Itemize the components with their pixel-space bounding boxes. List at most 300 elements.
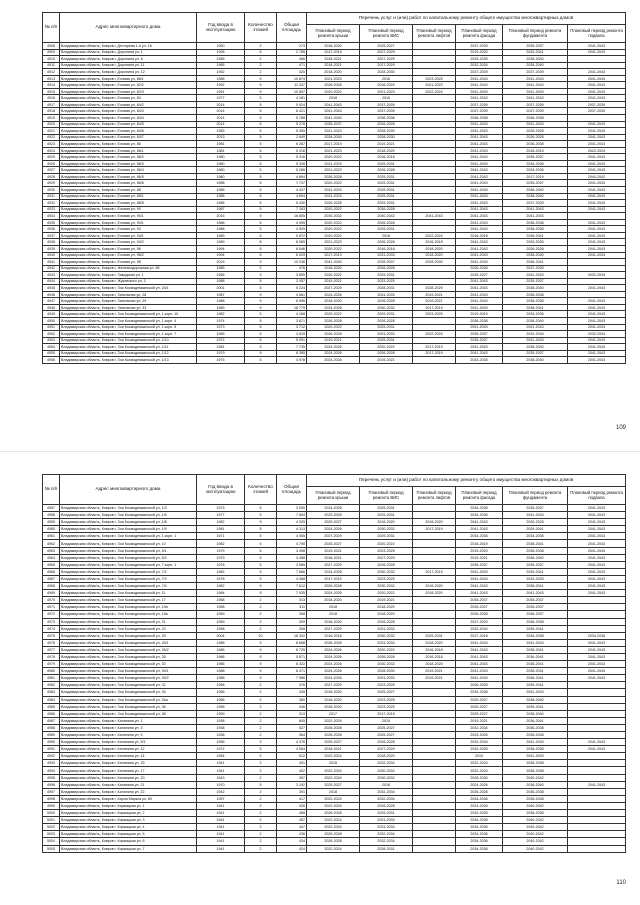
col-lift-header: Плановый период ремонта лифтов (413, 487, 456, 505)
row-year: 1959 (197, 710, 245, 717)
row-foundation-period: 2041-2043 (503, 213, 568, 220)
row-area: 313 (277, 710, 307, 717)
row-address: Владимирская область, Ковров г, Еловая ул, 84/7 (60, 134, 197, 141)
row-address: Владимирская область, Ковров г, Карла Маркса ул, 60 (60, 795, 197, 802)
row-basement-period: 2041-2043 (568, 69, 626, 76)
row-vis-period: 2020-2022 (360, 646, 413, 653)
col-year-header: Год ввода в эксплуатацию (197, 13, 245, 43)
row-num: 4978 (43, 653, 60, 660)
row-basement-period: 2041-2043 (568, 590, 626, 597)
row-facade-period: 2036-2038 (456, 115, 503, 122)
row-address: Владимирская область, Ковров г, Еловая ул, 98 (60, 259, 197, 266)
row-floors: 3 (245, 272, 277, 279)
row-basement-period: 2041-2043 (568, 561, 626, 568)
row-facade-period: 2019-2021 (456, 554, 503, 561)
row-floors: 2 (245, 824, 277, 831)
row-year: 1995 (197, 49, 245, 56)
row-floors: 9 (245, 583, 277, 590)
table-row (43, 710, 626, 717)
table-row (43, 505, 626, 512)
row-roof-period: 2022-2024 (307, 817, 360, 824)
row-address: Владимирская область, Ковров г, Зои Космодемьянской ул, 34 (60, 689, 197, 696)
row-floors: 9 (245, 646, 277, 653)
row-address: Владимирская область, Ковров г, Еловая ул, 86/4 (60, 167, 197, 174)
row-area: 4 515 (277, 331, 307, 338)
row-area: 5 872 (277, 232, 307, 239)
row-lift-period: 2017-2019 (413, 526, 456, 533)
row-address: Владимирская область, Ковров г, Зои Космодемьянской ул, 25 (60, 632, 197, 639)
row-address: Владимирская область, Ковров г, Еловая ул, 84/3 (60, 108, 197, 115)
row-area: 5 266 (277, 167, 307, 174)
row-vis-period: 2028-2030 (360, 668, 413, 675)
row-facade-period: 2041-2043 (456, 95, 503, 102)
row-vis-period: 2026-2028 (360, 121, 413, 128)
row-basement-period (568, 732, 626, 739)
row-foundation-period: 2033-2035 (503, 239, 568, 246)
row-lift-period: 2022-2024 (413, 232, 456, 239)
row-year: 1972 (197, 337, 245, 344)
table-row (43, 604, 626, 611)
row-basement-period: 2041-2043 (568, 167, 626, 174)
table-row (43, 739, 626, 746)
row-year: 1986 (197, 219, 245, 226)
row-year: 1979 (197, 554, 245, 561)
row-lift-period (413, 817, 456, 824)
row-foundation-period: 2038-2041 (503, 668, 568, 675)
table-row (43, 590, 626, 597)
row-roof-period: 2017-2019 (307, 49, 360, 56)
row-num: 4915 (43, 88, 60, 95)
row-roof-period: 2024-2026 (307, 357, 360, 364)
row-vis-period: 2030-2032 (360, 304, 413, 311)
row-foundation-period: 2036-2041 (503, 653, 568, 660)
row-year: 1954 (197, 753, 245, 760)
row-roof-period: 2022-2024 (307, 845, 360, 852)
row-foundation-period: 2039-2041 (503, 568, 568, 575)
row-year: 1958 (197, 597, 245, 604)
row-facade-period: 2034-2036 (456, 795, 503, 802)
row-address: Владимирская область, Ковров г, Зои Космодемьянской ул, 28 (60, 653, 197, 660)
row-num: 4945 (43, 285, 60, 292)
row-vis-period: 2029-2031 (360, 505, 413, 512)
row-floors: 9 (245, 88, 277, 95)
row-basement-period (568, 838, 626, 845)
row-basement-period (568, 845, 626, 852)
row-foundation-period: 2034-2036 (503, 167, 568, 174)
row-roof-period: 2018-2020 (307, 696, 360, 703)
row-facade-period: 2025-2027 (456, 703, 503, 710)
row-area: 7 935 (277, 590, 307, 597)
row-roof-period: 2019-2021 (307, 547, 360, 554)
row-address: Владимирская область, Ковров г, Еловая ул, 82/2 (60, 82, 197, 89)
row-roof-period: 2020-2022 (307, 180, 360, 187)
row-address: Владимирская область, Ковров г, Зои Космодемьянской ул, 30 (60, 661, 197, 668)
row-facade-period: 2034-2036 (456, 505, 503, 512)
row-foundation-period: 2037-2039 (503, 200, 568, 207)
table-row (43, 795, 626, 802)
row-area: 5 365 (277, 128, 307, 135)
row-lift-period (413, 597, 456, 604)
row-facade-period: 2041-2043 (456, 173, 503, 180)
row-area: 476 (277, 265, 307, 272)
row-roof-period: 2024-2026 (307, 668, 360, 675)
row-facade-period: 2027-2029 (456, 618, 503, 625)
row-year: 1987 (197, 206, 245, 213)
row-foundation-period: 2034-2038 (503, 632, 568, 639)
row-address: Владимирская область, Ковров г, Железнодорожная ул, 56 (60, 265, 197, 272)
row-basement-period: 2032-2034 (568, 331, 626, 338)
row-foundation-period: 2041-2043 (503, 121, 568, 128)
row-foundation-period: 2017-2019 (503, 173, 568, 180)
row-num: 4947 (43, 298, 60, 305)
row-address: Владимирская область, Ковров г, Калинина ул, 15 (60, 760, 197, 767)
row-basement-period (568, 774, 626, 781)
row-basement-period: 2041-2043 (568, 324, 626, 331)
row-foundation-period: 2036-2041 (503, 259, 568, 266)
register-table (42, 12, 626, 364)
page-number: 110 (616, 880, 626, 886)
row-num: 4993 (43, 760, 60, 767)
row-address: Владимирская область, Ковров г, Зои Космодемьянской ул, 1/13 (60, 357, 197, 364)
row-basement-period (568, 753, 626, 760)
row-area: 18 302 (277, 632, 307, 639)
row-basement-period: 2040-2042 (568, 173, 626, 180)
row-roof-period: 2026-2028 (307, 639, 360, 646)
row-facade-period: 2032-2034 (456, 724, 503, 731)
row-foundation-period: 2034-2036 (503, 311, 568, 318)
row-vis-period: 2018-2020 (360, 519, 413, 526)
row-floors: 5 (245, 331, 277, 338)
row-vis-period: 2023-2025 (360, 703, 413, 710)
row-facade-period: 2016-2018 (456, 232, 503, 239)
row-facade-period: 2041-2043 (456, 675, 503, 682)
table-row (43, 675, 626, 682)
row-area: 11 347 (277, 82, 307, 89)
row-address: Владимирская область, Ковров г, Зои Космодемьянской ул, 1/12 (60, 350, 197, 357)
row-roof-period: 2024-2026 (307, 653, 360, 660)
row-year: 1941 (197, 767, 245, 774)
row-year: 1956 (197, 696, 245, 703)
table-body (43, 43, 626, 364)
row-facade-period: 2041-2043 (456, 583, 503, 590)
row-foundation-period: 2036-2041 (503, 675, 568, 682)
row-facade-period: 2041-2043 (456, 82, 503, 89)
table-row (43, 554, 626, 561)
row-num: 4961 (43, 533, 60, 540)
row-basement-period: 2041-2043 (568, 128, 626, 135)
row-facade-period: 2041-2043 (456, 147, 503, 154)
row-vis-period: 2029-2031 (360, 180, 413, 187)
row-vis-period: 2023-2025 (360, 575, 413, 582)
row-foundation-period: 2035-2037 (503, 154, 568, 161)
row-basement-period: 2041-2043 (568, 141, 626, 148)
row-basement-period: 2041-2043 (568, 583, 626, 590)
row-basement-period (568, 767, 626, 774)
row-lift-period: 2017-2019 (413, 344, 456, 351)
row-address: Владимирская область, Ковров г, Еловая ул, 94 (60, 226, 197, 233)
row-year: 2014 (197, 121, 245, 128)
col-roof-header: Плановый период ремонта крыши (307, 487, 360, 505)
row-roof-period: 2018-2020 (307, 265, 360, 272)
row-num: 4926 (43, 160, 60, 167)
row-year: 1992 (197, 82, 245, 89)
row-roof-period: 2018-2020 (307, 703, 360, 710)
row-lift-period: 2019-2021 (413, 298, 456, 305)
row-facade-period: 2041-2043 (456, 350, 503, 357)
row-num: 5005 (43, 845, 60, 852)
row-basement-period: 2041-2043 (568, 219, 626, 226)
row-floors: 5 (245, 533, 277, 540)
row-facade-period: 2026-2028 (456, 788, 503, 795)
row-foundation-period: 2038-2040 (503, 357, 568, 364)
row-roof-period: 2024-2026 (307, 661, 360, 668)
row-roof-period: 2018 (307, 788, 360, 795)
row-area: 4 313 (277, 526, 307, 533)
table-row (43, 788, 626, 795)
row-vis-period: 2026-2028 (360, 350, 413, 357)
table-row (43, 746, 626, 753)
row-foundation-period: 2038-2040 (503, 781, 568, 788)
row-roof-period: 2021-2023 (307, 193, 360, 200)
row-basement-period: 2041-2043 (568, 350, 626, 357)
row-num: 4951 (43, 324, 60, 331)
row-num: 4991 (43, 746, 60, 753)
row-address: Владимирская область, Ковров г, Зои Космодемьянской ул, 26/2 (60, 646, 197, 653)
row-foundation-period: 2038-2040 (503, 193, 568, 200)
table-row (43, 575, 626, 582)
row-facade-period: 2041-2043 (456, 259, 503, 266)
row-basement-period (568, 618, 626, 625)
row-basement-period: 2037-2039 (568, 108, 626, 115)
table-row (43, 838, 626, 845)
row-floors: 5 (245, 226, 277, 233)
row-area: 5 430 (277, 200, 307, 207)
row-floors: 5 (245, 526, 277, 533)
row-basement-period: 2041-2043 (568, 245, 626, 252)
row-address: Владимирская область, Ковров г, Киржацкая ул, 2 (60, 810, 197, 817)
row-num: 5004 (43, 838, 60, 845)
row-floors: 2 (245, 795, 277, 802)
row-year: 1957 (197, 795, 245, 802)
row-vis-period: 2017-2019 (360, 710, 413, 717)
table-row (43, 682, 626, 689)
row-area: 346 (277, 703, 307, 710)
row-num: 4940 (43, 252, 60, 259)
row-foundation-period: 2041-2043 (503, 75, 568, 82)
row-address: Владимирская область, Ковров г, Зои Космодемьянской ул, 1/6 (60, 512, 197, 519)
row-area: 8 725 (277, 646, 307, 653)
row-facade-period: 2041-2043 (456, 154, 503, 161)
row-vis-period: 2026-2028 (360, 739, 413, 746)
row-floors: 9 (245, 75, 277, 82)
row-foundation-period: 2036-2038 (503, 760, 568, 767)
row-lift-period (413, 533, 456, 540)
row-address: Владимирская область, Ковров г, Еловая ул, 88/1 (60, 193, 197, 200)
row-floors: 2 (245, 696, 277, 703)
row-floors: 5 (245, 121, 277, 128)
row-basement-period: 2041-2043 (568, 554, 626, 561)
row-floors: 5 (245, 95, 277, 102)
table-row (43, 696, 626, 703)
row-facade-period: 2033-2035 (456, 357, 503, 364)
col-foundation-header: Плановый период ремонта фундамента (503, 487, 568, 505)
row-address: Владимирская область, Ковров г, Зои Космодемьянской ул, 19а (60, 604, 197, 611)
row-num: 4989 (43, 732, 60, 739)
row-floors: 9 (245, 653, 277, 660)
row-num: 4969 (43, 590, 60, 597)
row-address: Владимирская область, Ковров г, Киржацкая ул, 5 (60, 831, 197, 838)
row-area: 4 561 (277, 291, 307, 298)
row-basement-period: 2041-2043 (568, 252, 626, 259)
row-address: Владимирская область, Ковров г, Калинина ул, 5 (60, 732, 197, 739)
row-floors: 2 (245, 810, 277, 817)
row-vis-period: 2029-2031 (360, 187, 413, 194)
row-vis-period: 2020-2022 (360, 590, 413, 597)
row-floors: 9 (245, 568, 277, 575)
row-floors: 5 (245, 781, 277, 788)
row-roof-period: 2020-2022 (307, 219, 360, 226)
row-foundation-period: 2041-2043 (503, 337, 568, 344)
row-basement-period: 2041-2043 (568, 180, 626, 187)
row-basement-period (568, 810, 626, 817)
row-foundation-period: 2039-2041 (503, 682, 568, 689)
row-lift-period (413, 618, 456, 625)
row-address: Владимирская область, Ковров г, Еловая ул, 86/1 (60, 75, 197, 82)
row-basement-period: 2041-2043 (568, 547, 626, 554)
row-vis-period: 2016 (360, 75, 413, 82)
row-lift-period: 2041-2043 (413, 213, 456, 220)
row-vis-period: 2029-2031 (360, 311, 413, 318)
row-roof-period: 2025-2027 (307, 519, 360, 526)
row-year: 1976 (197, 575, 245, 582)
row-foundation-period: 2035-2037 (503, 278, 568, 285)
row-basement-period: 2041-2043 (568, 75, 626, 82)
row-vis-period: 2020-2022 (360, 540, 413, 547)
row-lift-period (413, 781, 456, 788)
row-num: 4962 (43, 540, 60, 547)
row-area: 376 (277, 682, 307, 689)
row-foundation-period: 2036-2038 (503, 226, 568, 233)
row-foundation-period: 2038-2041 (503, 304, 568, 311)
row-area: 311 (277, 604, 307, 611)
row-vis-period: 2018 (360, 232, 413, 239)
row-num: 4968 (43, 583, 60, 590)
row-facade-period: 2041-2043 (456, 646, 503, 653)
row-floors: 5 (245, 141, 277, 148)
row-foundation-period: 2033-2041 (503, 49, 568, 56)
row-basement-period: 2041-2043 (568, 206, 626, 213)
row-basement-period (568, 831, 626, 838)
table-row (43, 717, 626, 724)
row-lift-period (413, 774, 456, 781)
row-address: Владимирская область, Ковров г, Еловая ул, 86/6 (60, 180, 197, 187)
row-roof-period: 2027-2029 (307, 285, 360, 292)
row-lift-period: 2017-2019 (413, 350, 456, 357)
row-roof-period: 2020-2022 (307, 272, 360, 279)
col-address-header: Адрес многоквартирного дома (60, 13, 197, 43)
row-area: 10 897 (277, 88, 307, 95)
table-row (43, 767, 626, 774)
row-floors: 2 (245, 774, 277, 781)
row-facade-period: 2019-2020 (456, 49, 503, 56)
row-roof-period: 2030-2032 (307, 213, 360, 220)
row-year: 1956 (197, 689, 245, 696)
row-area: 5 788 (277, 115, 307, 122)
row-facade-period: 2041-2043 (456, 213, 503, 220)
row-area: 5 224 (277, 285, 307, 292)
row-area: 4 181 (277, 95, 307, 102)
row-facade-period: 2025-2027 (456, 696, 503, 703)
row-area: 360 (277, 696, 307, 703)
row-year: 2015 (197, 259, 245, 266)
row-year: 1973 (197, 324, 245, 331)
row-floors: 2 (245, 689, 277, 696)
table-row (43, 774, 626, 781)
row-year: 1938 (197, 717, 245, 724)
row-vis-period: 2030-2032 (360, 632, 413, 639)
row-address: Владимирская область, Ковров г, Зои Космодемьянской ул, 1/10 (60, 337, 197, 344)
row-roof-period: 2026-2028 (307, 317, 360, 324)
row-area: 3 457 (277, 278, 307, 285)
row-basement-period: 2041-2043 (568, 200, 626, 207)
row-basement-period: 2041-2043 (568, 88, 626, 95)
row-roof-period: 2041-2043 (307, 115, 360, 122)
row-address: Владимирская область, Ковров г, Зои Космодемьянской ул, 21 (60, 618, 197, 625)
row-floors: 5 (245, 554, 277, 561)
row-facade-period: 2041-2043 (456, 519, 503, 526)
row-address: Владимирская область, Ковров г, Зои Космодемьянской ул, 36 (60, 703, 197, 710)
row-year: 1543 (197, 774, 245, 781)
page-110 (0, 452, 640, 905)
row-lift-period: 2019-2021 (413, 675, 456, 682)
row-address: Владимирская область, Ковров г, Еловая ул, 86 (60, 141, 197, 148)
row-area: 397 (277, 774, 307, 781)
row-num: 4965 (43, 561, 60, 568)
row-basement-period (568, 604, 626, 611)
row-num: 4959 (43, 519, 60, 526)
row-facade-period: 2041-2043 (456, 639, 503, 646)
row-address: Владимирская область, Ковров г, Запольная ул, 33 (60, 304, 197, 311)
row-roof-period: 2024-2026 (307, 350, 360, 357)
row-basement-period (568, 824, 626, 831)
row-roof-period: 2018-2020 (307, 43, 360, 50)
row-num: 4908 (43, 43, 60, 50)
row-roof-period: 2021-2023 (307, 75, 360, 82)
row-num: 4984 (43, 696, 60, 703)
row-area: 5 278 (277, 121, 307, 128)
row-lift-period (413, 682, 456, 689)
row-address: Владимирская область, Ковров г, Еловая ул, 84/4 (60, 115, 197, 122)
row-num: 4957 (43, 505, 60, 512)
row-roof-period: 2022-2024 (307, 774, 360, 781)
row-address: Владимирская область, Ковров г, Еловая ул, 94/2 (60, 239, 197, 246)
row-vis-period: 2026-2028 (360, 167, 413, 174)
table-row (43, 618, 626, 625)
row-roof-period: 2024-2026 (307, 505, 360, 512)
row-roof-period: 2022-2024 (307, 767, 360, 774)
row-year: 1970 (197, 781, 245, 788)
row-address: Владимирская область, Ковров г, Калинина ул, 1 (60, 717, 197, 724)
row-lift-period (413, 760, 456, 767)
row-num: 4986 (43, 710, 60, 717)
row-facade-period: 2041-2043 (456, 128, 503, 135)
row-area: 4 376 (277, 739, 307, 746)
row-basement-period (568, 788, 626, 795)
row-vis-period: 2028-2030 (360, 128, 413, 135)
row-basement-period: 2041-2043 (568, 526, 626, 533)
row-year: 1974 (197, 317, 245, 324)
row-foundation-period: 2036-2038 (503, 219, 568, 226)
